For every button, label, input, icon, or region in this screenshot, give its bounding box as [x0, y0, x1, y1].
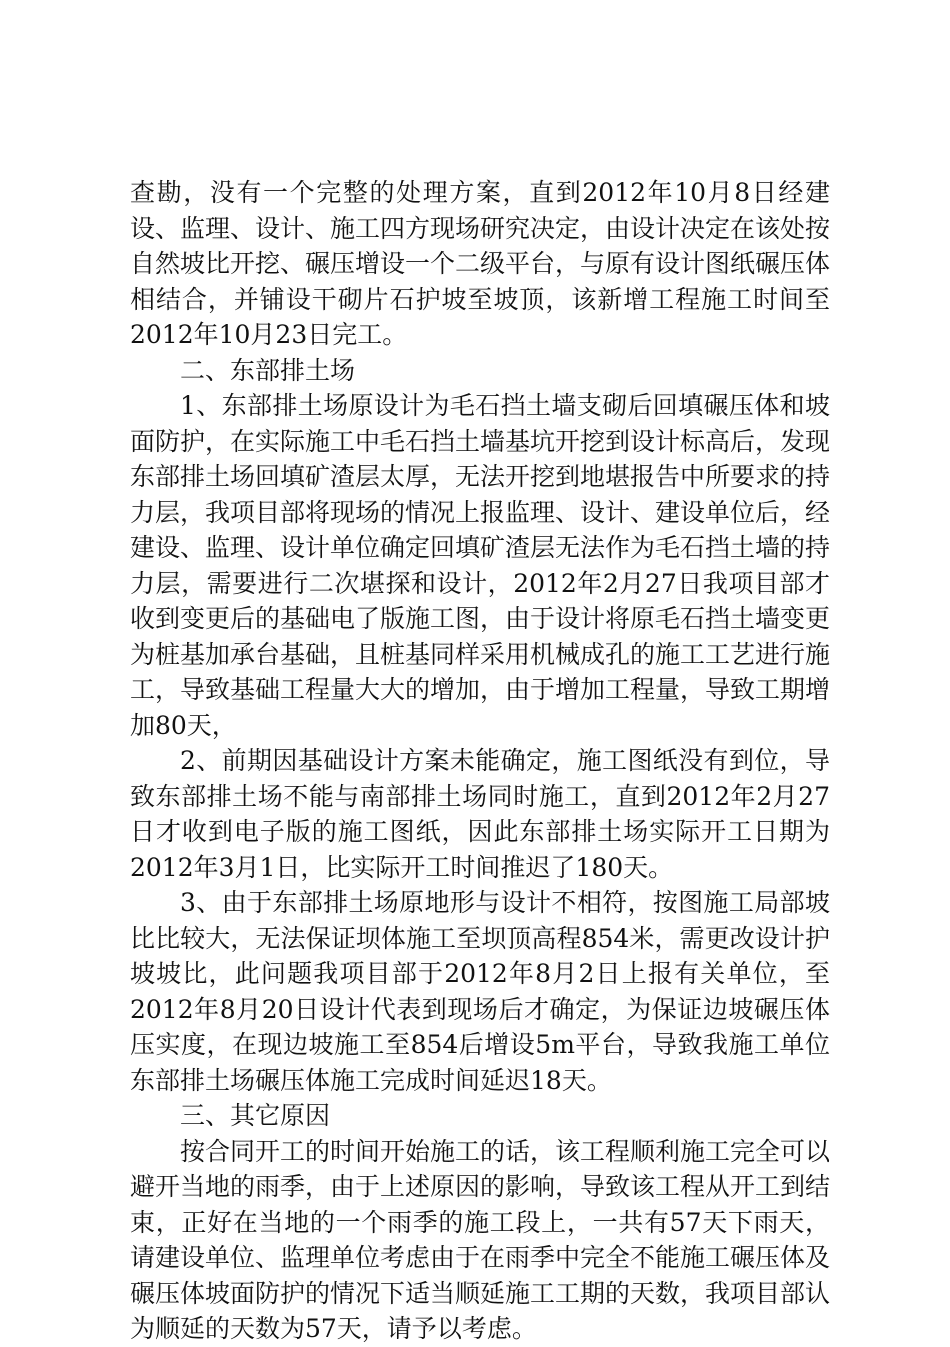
paragraph-other-reasons: 按合同开工的时间开始施工的话，该工程顺利施工完全可以避开当地的雨季，由于上述原因的影响，导致该工程从开工到结束，正好在当地的一个雨季的施工段上，一共有57天下雨天，请建设单位、监理单位考虑由于在雨季中完全不能施工碾压体及碾压体坡面防护的情况下适当顺延施工工期的天数，我项目部认为顺延的天数为57天，请予以考虑。 [130, 1136, 831, 1343]
document-page [130, 175, 830, 1347]
paragraph-continuation: 查勘，没有一个完整的处理方案，直到2012年10月8日经建设、监理、设计、施工四方现场研究决定，由设计决定在该处按自然坡比开挖、碾压增设一个二级平台，与原有设计图纸碾压体相结合，并铺设干砌片石护坡至坡顶，该新增工程施工时间至2012年10月23日完工。 [130, 178, 831, 349]
paragraph-item-3: 3、由于东部排土场原地形与设计不相符，按图施工局部坡比比较大，无法保证坝体施工至坝顶高程854米，需更改设计护坡坡比，此问题我项目部于2012年8月2日上报有关单位，至2012年8月20日设计代表到现场后才确定，为保证边坡碾压体压实度，在现边坡施工至854后增设5m平台，导致我施工单位东部排土场碾压体施工完成时间延迟18天。 [130, 888, 830, 1095]
paragraph-item-1: 1、东部排土场原设计为毛石挡土墙支砌后回填碾压体和坡面防护，在实际施工中毛石挡土墙基坑开挖到设计标高后，发现东部排土场回填矿渣层太厚，无法开挖到地堪报告中所要求的持力层，我项目部将现场的情况上报监理、设计、建设单位后，经建设、监理、设计单位确定回填矿渣层无法作为毛石挡土墙的持力层，需要进行二次堪探和设计，2012年2月27日我项目部才收到变更后的基础电了版施工图，由于设计将原毛石挡土墙变更为桩基加承台基础，且桩基同样采用机械成孔的施工工艺进行施工，导致基础工程量大大的增加，由于增加工程量，导致工期增加80天， [130, 391, 831, 740]
heading-other-reasons: 三、其它原因 [180, 1101, 331, 1130]
paragraph-item-2: 2、前期因基础设计方案未能确定，施工图纸没有到位，导致东部排土场不能与南部排土场同时施工，直到2012年2月27日才收到电子版的施工图纸，因此东部排土场实际开工日期为2012年3月1日，比实际开工时间推迟了180天。 [130, 746, 830, 882]
heading-east-dump: 二、东部排土场 [180, 355, 356, 385]
